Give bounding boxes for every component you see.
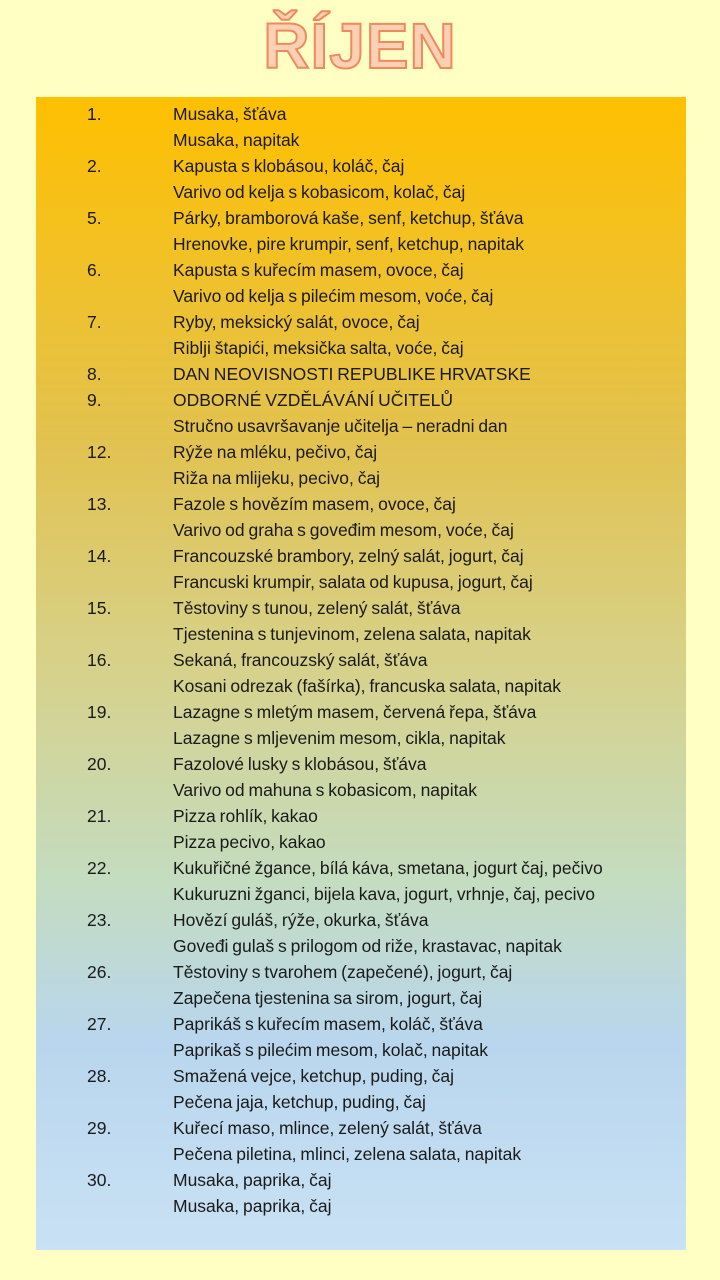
menu-item-croatian: Kosani odrezak (fašírka), francuska salata, napitak [173,676,561,696]
day-number: 19. [87,702,112,722]
day-number: 6. [87,260,102,280]
menu-row-translation [36,933,686,959]
menu-item-czech: Těstoviny s tvarohem (zapečené), jogurt, čaj [173,962,513,982]
menu-row-day [36,699,686,725]
menu-item-czech: ODBORNÉ VZDĚLÁVÁNÍ UČITELŮ [173,390,453,410]
menu-item-croatian: Kukuruzni žganci, bijela kava, jogurt, vrhnje, čaj, pecivo [173,884,595,904]
menu-item-croatian: Riblji štapići, meksička salta, voće, čaj [173,338,464,358]
day-number: 14. [87,546,112,566]
menu-row-day [36,959,686,985]
menu-list [36,101,686,1219]
menu-item-croatian: Francuski krumpir, salata od kupusa, jogurt, čaj [173,572,533,592]
day-number: 28. [87,1066,112,1086]
menu-row-translation [36,179,686,205]
menu-item-czech: Pizza rohlík, kakao [173,806,318,826]
menu-item-czech: Smažená vejce, ketchup, puding, čaj [173,1066,455,1086]
menu-row-day [36,1063,686,1089]
day-number: 2. [87,156,102,176]
menu-item-czech: Párky, bramborová kaše, senf, ketchup, šťáva [173,208,524,228]
menu-row-translation [36,413,686,439]
menu-row-translation [36,673,686,699]
menu-item-czech: Kapusta s kuřecím masem, ovoce, čaj [173,260,464,280]
menu-item-czech: Kukuřičné žgance, bílá káva, smetana, jogurt čaj, pečivo [173,858,603,878]
day-number: 29. [87,1118,112,1138]
menu-row-translation [36,777,686,803]
menu-item-czech: Těstoviny s tunou, zelený salát, šťáva [173,598,461,618]
menu-row-translation [36,283,686,309]
menu-row-day [36,387,686,413]
menu-row-day [36,1011,686,1037]
day-number: 9. [87,390,102,410]
day-number: 16. [87,650,112,670]
menu-item-croatian: Tjestenina s tunjevinom, zelena salata, napitak [173,624,531,644]
menu-row-day [36,855,686,881]
day-number: 8. [87,364,102,384]
menu-item-czech: Paprikáš s kuřecím masem, koláč, šťáva [173,1014,483,1034]
menu-item-czech: Fazole s hovězím masem, ovoce, čaj [173,494,456,514]
day-number: 22. [87,858,112,878]
menu-panel [36,97,686,1250]
menu-item-czech: Fazolové lusky s klobásou, šťáva [173,754,427,774]
menu-item-croatian: Riža na mlijeku, pecivo, čaj [173,468,381,488]
menu-row-day [36,153,686,179]
menu-row-translation [36,1037,686,1063]
menu-item-czech: Ryby, meksický salát, ovoce, čaj [173,312,420,332]
menu-row-translation [36,335,686,361]
menu-item-czech: Francouzské brambory, zelný salát, jogurt, čaj [173,546,524,566]
menu-item-czech: Hovězí guláš, rýže, okurka, šťáva [173,910,429,930]
day-number: 5. [87,208,102,228]
menu-row-day [36,1115,686,1141]
menu-row-day [36,491,686,517]
menu-item-croatian: Varivo od graha s govеđim mesom, voće, čaj [173,520,514,540]
menu-item-croatian: Varivo od kelja s kobasicom, kolač, čaj [173,182,466,202]
menu-item-croatian: Pizza pecivo, kakao [173,832,326,852]
menu-row-translation [36,517,686,543]
menu-row-translation [36,985,686,1011]
day-number: 30. [87,1170,112,1190]
menu-row-translation [36,1089,686,1115]
menu-row-translation [36,465,686,491]
menu-row-translation [36,725,686,751]
menu-item-czech: Rýže na mléku, pečivo, čaj [173,442,378,462]
day-number: 20. [87,754,112,774]
menu-item-croatian: Pečena jaja, ketchup, puding, čaj [173,1092,426,1112]
menu-row-translation [36,829,686,855]
day-number: 15. [87,598,112,618]
page-title: ŘÍJEN [263,10,457,82]
menu-item-croatian: Musaka, napitak [173,130,300,150]
menu-row-translation [36,231,686,257]
menu-row-translation [36,1193,686,1219]
menu-item-croatian: Musaka, paprika, čaj [173,1196,332,1216]
menu-row-day [36,543,686,569]
menu-item-croatian: Varivo od mahuna s kobasicom, napitak [173,780,478,800]
menu-row-translation [36,1141,686,1167]
menu-row-day [36,803,686,829]
menu-row-day [36,647,686,673]
menu-item-croatian: Hrenovke, pire krumpir, senf, ketchup, napitak [173,234,525,254]
day-number: 27. [87,1014,112,1034]
menu-item-czech: Kuřecí maso, mlince, zelený salát, šťáva [173,1118,482,1138]
menu-row-day [36,361,686,387]
menu-item-croatian: Goveđi gulaš s prilogom od riže, krastavac, napitak [173,936,562,956]
day-number: 1. [87,104,102,124]
menu-item-croatian: Paprikaš s pilećim mesom, kolač, napitak [173,1040,488,1060]
menu-item-croatian: Varivo od kelja s pilećim mesom, voće, čaj [173,286,494,306]
menu-row-day [36,751,686,777]
menu-item-czech: Lazagne s mletým masem, červená řepa, šťáva [173,702,537,722]
menu-item-croatian: Zapečena tjestenina sa sirom, jogurt, čaj [173,988,483,1008]
menu-row-day [36,1167,686,1193]
menu-row-day [36,595,686,621]
menu-item-czech: Musaka, šťáva [173,104,287,124]
menu-item-czech: Kapusta s klobásou, koláč, čaj [173,156,405,176]
menu-row-translation [36,569,686,595]
day-number: 13. [87,494,112,514]
menu-item-croatian: Stručno usavršavanje učitelja – neradni dan [173,416,508,436]
menu-row-day [36,101,686,127]
menu-item-croatian: Lazagne s mljevenim mesom, cikla, napitak [173,728,506,748]
day-number: 26. [87,962,112,982]
menu-row-day [36,205,686,231]
day-number: 23. [87,910,112,930]
menu-row-translation [36,621,686,647]
day-number: 21. [87,806,112,826]
day-number: 7. [87,312,102,332]
menu-row-day [36,309,686,335]
menu-item-croatian: Pečena piletina, mlinci, zelena salata, napitak [173,1144,522,1164]
menu-item-czech: DAN NEOVISNOSTI REPUBLIKE HRVATSKE [173,364,531,384]
menu-row-day [36,439,686,465]
menu-item-czech: Sekaná, francouzský salát, šťáva [173,650,428,670]
menu-row-translation [36,881,686,907]
menu-row-day [36,257,686,283]
menu-row-day [36,907,686,933]
menu-item-czech: Musaka, paprika, čaj [173,1170,332,1190]
day-number: 12. [87,442,112,462]
menu-row-translation [36,127,686,153]
